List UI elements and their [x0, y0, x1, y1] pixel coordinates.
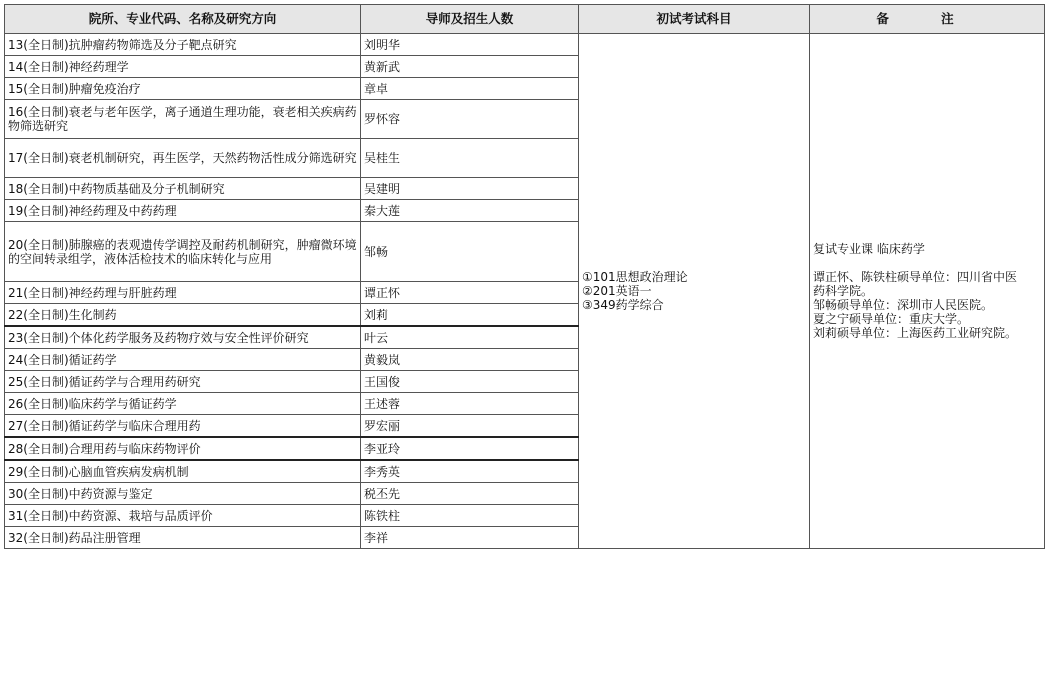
- advisor-cell: 罗宏丽: [361, 415, 579, 438]
- advisor-cell: 罗怀容: [361, 100, 579, 139]
- exam-subject-1: ①101思想政治理论: [582, 270, 688, 284]
- direction-cell: 18(全日制)中药物质基础及分子机制研究: [5, 178, 361, 200]
- header-exam: 初试考试科目: [579, 5, 810, 34]
- direction-cell: 19(全日制)神经药理及中药药理: [5, 200, 361, 222]
- note-line-2: 药科学院。: [813, 284, 874, 298]
- header-note: 备 注: [810, 5, 1045, 34]
- advisor-cell: 李祥: [361, 527, 579, 549]
- direction-cell: 25(全日制)循证药学与合理用药研究: [5, 371, 361, 393]
- advisor-cell: 谭正怀: [361, 282, 579, 304]
- note-retest: 复试专业课 临床药学: [813, 242, 925, 256]
- advisor-cell: 邹畅: [361, 222, 579, 282]
- direction-cell: 22(全日制)生化制药: [5, 304, 361, 327]
- direction-cell: 13(全日制)抗肿瘤药物筛选及分子靶点研究: [5, 34, 361, 56]
- advisor-cell: 李亚玲: [361, 437, 579, 460]
- direction-cell: 30(全日制)中药资源与鉴定: [5, 483, 361, 505]
- direction-cell: 16(全日制)衰老与老年医学，离子通道生理功能，衰老相关疾病药物筛选研究: [5, 100, 361, 139]
- advisor-cell: 黄毅岚: [361, 349, 579, 371]
- admissions-table: [4, 4, 1045, 549]
- direction-cell: 15(全日制)肿瘤免疫治疗: [5, 78, 361, 100]
- advisor-cell: 李秀英: [361, 460, 579, 483]
- direction-cell: 23(全日制)个体化药学服务及药物疗效与安全性评价研究: [5, 326, 361, 349]
- advisor-cell: 陈铁柱: [361, 505, 579, 527]
- advisor-cell: 章卓: [361, 78, 579, 100]
- note-cell: [810, 34, 1045, 549]
- note-line-5: 刘莉硕导单位：上海医药工业研究院。: [813, 326, 1018, 340]
- advisor-cell: 刘明华: [361, 34, 579, 56]
- advisor-cell: 王述蓉: [361, 393, 579, 415]
- note-line-4: 夏之宁硕导单位：重庆大学。: [813, 312, 970, 326]
- direction-cell: 26(全日制)临床药学与循证药学: [5, 393, 361, 415]
- exam-subjects-cell: [579, 34, 810, 549]
- note-line-3: 邹畅硕导单位：深圳市人民医院。: [813, 298, 994, 312]
- header-advisor: 导师及招生人数: [361, 5, 579, 34]
- advisor-cell: 吴桂生: [361, 139, 579, 178]
- advisor-cell: 叶云: [361, 326, 579, 349]
- direction-cell: 32(全日制)药品注册管理: [5, 527, 361, 549]
- header-row: [5, 5, 1045, 34]
- exam-subject-2: ②201英语一: [582, 284, 652, 298]
- direction-cell: 21(全日制)神经药理与肝脏药理: [5, 282, 361, 304]
- direction-cell: 28(全日制)合理用药与临床药物评价: [5, 437, 361, 460]
- advisor-cell: 刘莉: [361, 304, 579, 327]
- exam-subject-3: ③349药学综合: [582, 298, 664, 312]
- note-line-1: 谭正怀、陈铁柱硕导单位：四川省中医: [813, 270, 1018, 284]
- table-row: [5, 34, 1045, 56]
- advisor-cell: 王国俊: [361, 371, 579, 393]
- advisor-cell: 秦大莲: [361, 200, 579, 222]
- header-direction: 院所、专业代码、名称及研究方向: [5, 5, 361, 34]
- advisor-cell: 吴建明: [361, 178, 579, 200]
- advisor-cell: 税丕先: [361, 483, 579, 505]
- direction-cell: 17(全日制)衰老机制研究，再生医学，天然药物活性成分筛选研究: [5, 139, 361, 178]
- direction-cell: 29(全日制)心脑血管疾病发病机制: [5, 460, 361, 483]
- direction-cell: 31(全日制)中药资源、栽培与品质评价: [5, 505, 361, 527]
- direction-cell: 20(全日制)肺腺癌的表观遗传学调控及耐药机制研究，肿瘤微环境的空间转录组学，液体活检技术的临床转化与应用: [5, 222, 361, 282]
- direction-cell: 24(全日制)循证药学: [5, 349, 361, 371]
- direction-cell: 27(全日制)循证药学与临床合理用药: [5, 415, 361, 438]
- direction-cell: 14(全日制)神经药理学: [5, 56, 361, 78]
- advisor-cell: 黄新武: [361, 56, 579, 78]
